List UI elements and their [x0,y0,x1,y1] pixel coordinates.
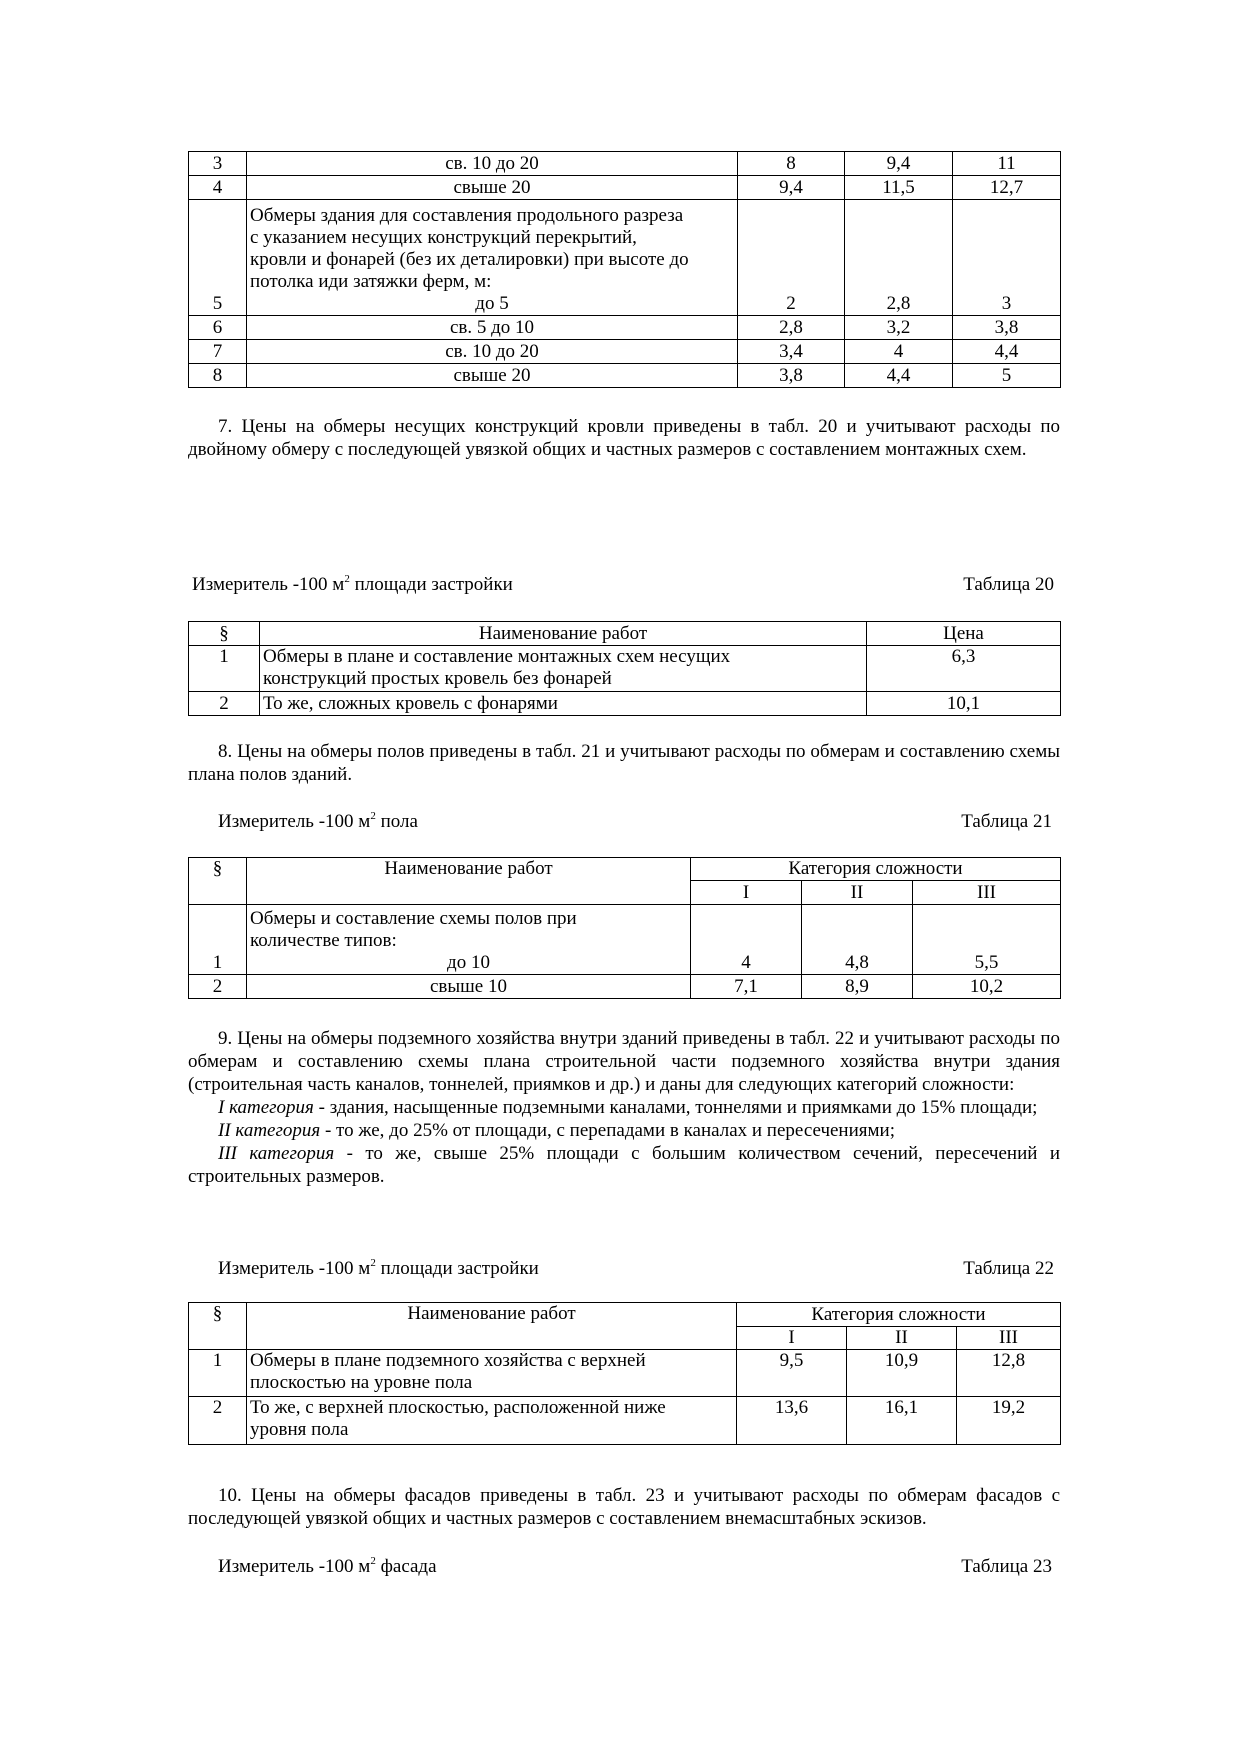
table-top [188,151,1061,388]
work-name [260,646,867,692]
work-name [247,200,738,316]
work-name: То же, сложных кровель с фонарями [260,692,867,716]
table-row [189,200,1061,316]
header-section: § [189,1303,247,1350]
table-row [189,1397,1061,1445]
work-name [247,1350,737,1397]
value-cat-3: 19,2 [957,1397,1061,1445]
category-1-text: - здания, насыщенные подземными каналами, тоннелями и приямками до 15% площади; [313,1097,1038,1118]
row-number: 1 [189,905,247,975]
header-cat-3: III [957,1327,1061,1350]
value-cat-1: 9,5 [737,1350,847,1397]
value-cat-1: 4 [691,905,802,975]
value-cat-2: 16,1 [847,1397,957,1445]
measure-unit-20 [192,573,513,596]
work-name: свыше 20 [247,176,738,200]
work-name-subitem: до 5 [475,293,509,314]
table-21 [188,857,1061,999]
measure-unit-sup: 2 [370,810,376,822]
table-20-label: Таблица 20 [963,574,1054,595]
header-cat-1: I [691,881,802,905]
paragraph-7 [188,415,1060,461]
value-cat-1: 9,4 [738,176,845,200]
value-cat-2: 10,9 [847,1350,957,1397]
work-name-line: Обмеры здания для составления продольного разреза [250,205,684,226]
header-section: § [189,622,260,646]
category-2-text: - то же, до 25% от площади, с перепадами в каналах и пересечениями; [320,1120,895,1141]
category-1-description [188,1096,1060,1119]
value-cat-3: 11 [953,152,1061,176]
measure-unit-22 [218,1257,539,1280]
value-cat-1: 7,1 [691,975,802,999]
value-cat-2: 3,2 [845,316,953,340]
header-cat-3: III [913,881,1061,905]
work-name-line: с указанием несущих конструкций перекрытий, [250,227,637,248]
value-cat-2: 2,8 [845,200,953,316]
paragraph-8-text: 8. Цены на обмеры полов приведены в табл. 21 и учитывают расходы по обмерам и составлению схемы плана полов зданий. [188,741,1060,785]
work-name-line: Обмеры и составление схемы полов при [250,908,577,929]
value-cat-3: 3 [953,200,1061,316]
work-name-line: плоскостью на уровне пола [250,1372,473,1393]
header-work-name: Наименование работ [247,1303,737,1350]
work-name-line: Обмеры в плане подземного хозяйства с верхней [250,1350,646,1371]
value-cat-2: 9,4 [845,152,953,176]
price: 6,3 [867,646,1061,692]
category-1-label: I категория [218,1097,314,1118]
value-cat-3: 5 [953,364,1061,388]
row-number: 2 [189,975,247,999]
row-number: 7 [189,340,247,364]
value-cat-2: 11,5 [845,176,953,200]
table-row [189,152,1061,176]
value-cat-3: 5,5 [913,905,1061,975]
measure-unit-text: Измеритель -100 м [192,574,345,595]
row-number: 2 [189,1397,247,1445]
table-header-row [189,622,1061,646]
measure-unit-23 [218,1555,437,1578]
header-section: § [189,858,247,905]
work-name-line: Обмеры в плане и составление монтажных схем несущих [263,646,731,667]
value-cat-3: 10,2 [913,975,1061,999]
measure-unit-text: Измеритель -100 м [218,1556,371,1577]
header-cat-2: II [802,881,913,905]
measure-unit-sup: 2 [370,1555,376,1567]
value-cat-2: 4 [845,340,953,364]
work-name: св. 5 до 10 [247,316,738,340]
work-name-line: конструкций простых кровель без фонарей [263,668,612,689]
table-row [189,646,1061,692]
table-23-label: Таблица 23 [961,1556,1052,1577]
paragraph-10 [188,1484,1060,1530]
value-cat-1: 8 [738,152,845,176]
table-row [189,364,1061,388]
category-2-label: II категория [218,1120,321,1141]
table-22 [188,1302,1061,1445]
header-cat-2: II [847,1327,957,1350]
table-row [189,905,1061,975]
paragraph-8 [188,740,1060,786]
header-category: Категория сложности [691,858,1061,881]
work-name [247,905,691,975]
work-name-line: потолка иди затяжки ферм, м: [250,271,492,292]
header-price: Цена [867,622,1061,646]
value-cat-1: 3,4 [738,340,845,364]
paragraph-9-text: 9. Цены на обмеры подземного хозяйства внутри зданий приведены в табл. 22 и учитывают расходы по обмерам и составлению схемы плана строительной части подземного хозяйства внутри здания (строительная часть каналов, тоннелей, приямков и др.) и даны для следующих категорий сложности: [188,1028,1060,1095]
measure-unit-text: Измеритель -100 м [218,811,371,832]
value-cat-2: 8,9 [802,975,913,999]
measure-unit-21 [218,810,418,833]
row-number: 3 [189,152,247,176]
row-number: 1 [189,1350,247,1397]
measure-unit-sup: 2 [370,1257,376,1269]
header-category: Категория сложности [737,1303,1061,1327]
paragraph-7-text: 7. Цены на обмеры несущих конструкций кровли приведены в табл. 20 и учитывают расходы по двойному обмеру с последующей увязкой общих и частных размеров с составлением монтажных схем. [188,416,1060,460]
paragraph-10-text: 10. Цены на обмеры фасадов приведены в табл. 23 и учитывают расходы по обмерам фасадов с последующей увязкой общих и частных размеров с составлением внемасштабных эскизов. [188,1485,1060,1529]
category-3-label: III категория [218,1143,335,1164]
value-cat-3: 12,8 [957,1350,1061,1397]
header-work-name: Наименование работ [260,622,867,646]
measure-unit-sup: 2 [344,573,350,585]
category-3-text: - то же, свыше 25% площади с большим количеством сечений, пересечений и строительных размеров. [188,1143,1060,1187]
measure-unit-rest: пола [375,811,418,832]
table-row [189,340,1061,364]
measure-unit-rest: площади застройки [349,574,513,595]
table-20 [188,621,1061,716]
row-number: 1 [189,646,260,692]
table-row [189,176,1061,200]
value-cat-3: 12,7 [953,176,1061,200]
row-number: 2 [189,692,260,716]
work-name-line: уровня пола [250,1419,349,1440]
row-number: 8 [189,364,247,388]
row-number: 6 [189,316,247,340]
value-cat-1: 2 [738,200,845,316]
work-name: свыше 10 [247,975,691,999]
table-row [189,316,1061,340]
table-22-label: Таблица 22 [963,1258,1054,1279]
paragraph-9 [188,1027,1060,1188]
value-cat-1: 13,6 [737,1397,847,1445]
work-name-line: То же, с верхней плоскостью, расположенной ниже [250,1397,666,1418]
table-21-label: Таблица 21 [961,811,1052,832]
measure-unit-rest: площади застройки [375,1258,539,1279]
value-cat-1: 3,8 [738,364,845,388]
row-number: 4 [189,176,247,200]
work-name [247,1397,737,1445]
value-cat-1: 2,8 [738,316,845,340]
header-cat-1: I [737,1327,847,1350]
table-row [189,1350,1061,1397]
value-cat-3: 4,4 [953,340,1061,364]
value-cat-2: 4,4 [845,364,953,388]
work-name-line: кровли и фонарей (без их деталировки) при высоте до [250,249,689,270]
work-name: св. 10 до 20 [247,152,738,176]
measure-unit-text: Измеритель -100 м [218,1258,371,1279]
value-cat-3: 3,8 [953,316,1061,340]
value-cat-2: 4,8 [802,905,913,975]
row-number: 5 [189,200,247,316]
table-row [189,975,1061,999]
category-2-description [188,1119,1060,1142]
measure-unit-rest: фасада [375,1556,437,1577]
price: 10,1 [867,692,1061,716]
table-header-row [189,1303,1061,1327]
work-name: св. 10 до 20 [247,340,738,364]
table-row [189,692,1061,716]
category-3-description [188,1142,1060,1188]
work-name: свыше 20 [247,364,738,388]
table-header-row [189,858,1061,881]
work-name-line: количестве типов: [250,930,397,951]
header-work-name: Наименование работ [247,858,691,905]
work-name-subitem: до 10 [447,952,490,973]
